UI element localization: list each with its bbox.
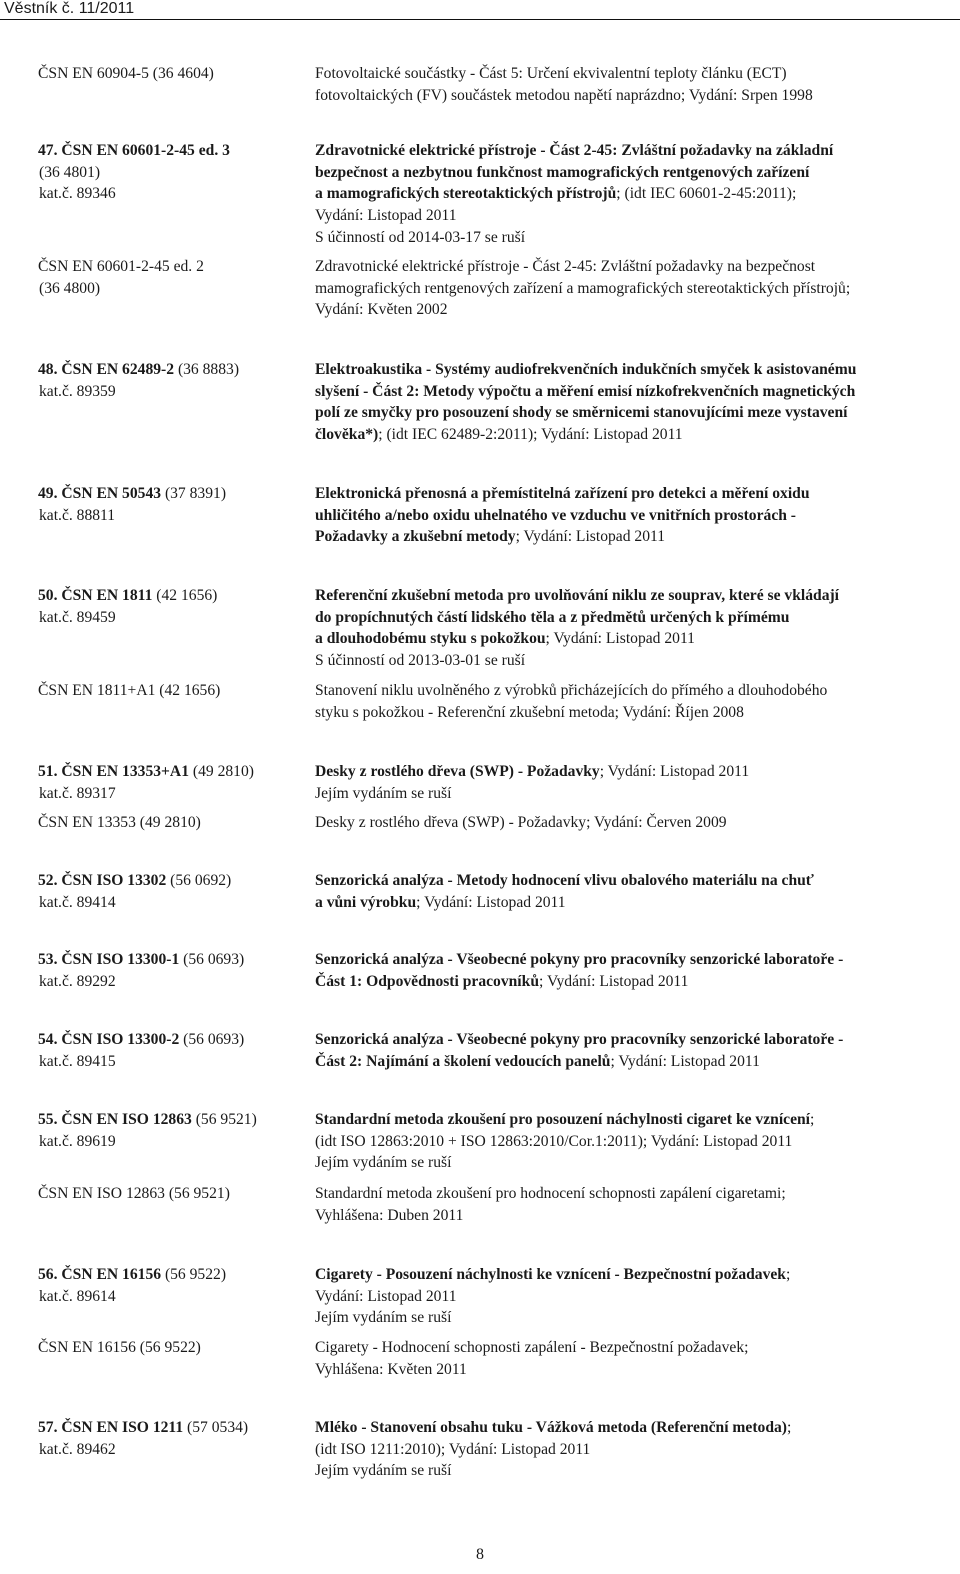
- standard-title-text: a dlouhodobému styku s pokožkou: [315, 630, 546, 648]
- entry-number: 47.: [38, 142, 58, 159]
- standard-code: ČSN ISO 13300-2: [61, 1031, 180, 1048]
- standard-title-column: [315, 1109, 955, 1174]
- standard-title-line: [315, 402, 955, 424]
- standard-title-text: polí ze smyčky pro posouzení shody se směrnicemi stanovujícími meze vystavení: [315, 404, 848, 422]
- replaced-title-line: Vyhlášena: Květen 2011: [315, 1360, 467, 1378]
- standard-title-text: do propíchnutých částí lidského těla a z předmětů určených k přímému: [315, 608, 790, 626]
- replaced-title-line: Zdravotnické elektrické přístroje - Část 2-45: Zvláštní požadavky na bezpečnost: [315, 258, 816, 275]
- standard-code-column: [38, 1337, 308, 1359]
- replaced-title-line: Fotovoltaické součástky - Část 5: Určení ekvivalentní teploty článku (ECT): [315, 65, 787, 82]
- standard-title-column: [315, 812, 955, 834]
- standard-code-class: (37 8391): [161, 485, 227, 502]
- standard-code-column: [38, 1029, 308, 1072]
- standard-title-line: [315, 607, 955, 629]
- entry-number: 49.: [38, 485, 58, 502]
- entry-number: 50.: [38, 587, 58, 604]
- standard-title-line: [315, 628, 955, 650]
- standard-title-line: [315, 162, 955, 184]
- standard-title-tail: ; Vydání: Listopad 2011: [599, 763, 750, 780]
- standard-code-column: [38, 949, 308, 992]
- entry-number: 51.: [38, 763, 58, 780]
- standard-title-text: Část 2: Najímání a školení vedoucích panelů: [315, 1052, 611, 1070]
- standard-catalog-line: kat.č. 89619: [39, 1132, 116, 1150]
- standard-code-column: [38, 1417, 308, 1460]
- standard-title-text: a mamografických stereotaktických přístrojů: [315, 185, 617, 203]
- standard-code-column: [38, 1264, 308, 1307]
- standard-catalog-line: kat.č. 89614: [39, 1287, 116, 1305]
- entry-number: 55.: [38, 1111, 58, 1128]
- entry-number: 57.: [38, 1419, 58, 1436]
- standard-code-column: [38, 680, 308, 702]
- standard-code-line: [38, 585, 308, 607]
- replaced-title-line: Standardní metoda zkoušení pro hodnocení schopnosti zapálení cigaretami;: [315, 1185, 786, 1202]
- replaced-title-line: Desky z rostlého dřeva (SWP) - Požadavky; Vydání: Červen 2009: [315, 814, 727, 831]
- standard-title-line: [315, 892, 955, 914]
- standard-code-line: [38, 1029, 308, 1051]
- standard-code-line: [38, 359, 308, 381]
- standard-title-line: [315, 140, 955, 162]
- standard-title-column: [315, 63, 955, 106]
- entry-number: 52.: [38, 872, 58, 889]
- standard-title-tail: ;: [787, 1419, 792, 1436]
- replaced-code-line: ČSN EN 13353 (49 2810): [38, 814, 201, 831]
- standard-title-tail: ; Vydání: Listopad 2011: [515, 528, 666, 546]
- standard-title-column: [315, 680, 955, 723]
- standard-code: ČSN ISO 13300-1: [61, 951, 180, 968]
- standard-title-line: [315, 761, 955, 783]
- standard-title-column: [315, 359, 955, 446]
- replaced-title-line: fotovoltaických (FV) součástek metodou napětí naprázdno; Vydání: Srpen 1998: [315, 86, 813, 104]
- standard-code: ČSN ISO 13302: [61, 872, 167, 889]
- standard-title-text: Cigarety - Posouzení náchylnosti ke vznícení - Bezpečnostní požadavek: [315, 1266, 786, 1283]
- standard-title-tail: ; (idt IEC 62489-2:2011); Vydání: Listopad 2011: [378, 426, 683, 444]
- standard-catalog-line: kat.č. 88811: [39, 506, 116, 524]
- standard-code-line: [38, 1109, 308, 1131]
- standard-code-column: [38, 63, 308, 85]
- entry-number: 53.: [38, 951, 58, 968]
- standard-note-line: Vydání: Listopad 2011: [315, 1287, 457, 1305]
- standard-title-text: a vůni výrobku: [315, 893, 417, 911]
- entry-number: 56.: [38, 1266, 58, 1283]
- standard-catalog-line: kat.č. 89415: [39, 1052, 116, 1070]
- standard-note-line: Jejím vydáním se ruší: [315, 1154, 452, 1172]
- entry-number: 48.: [38, 361, 58, 378]
- standard-code-line: [38, 761, 308, 783]
- standard-title-text: Elektroakustika - Systémy audiofrekvenčních indukčních smyček k asistovanému: [315, 361, 857, 378]
- standard-note-line: Jejím vydáním se ruší: [315, 1462, 452, 1480]
- standard-title-column: [315, 1337, 955, 1380]
- standard-code-column: [38, 1109, 308, 1152]
- standard-title-line: [315, 585, 955, 607]
- standard-code-class: (49 2810): [189, 763, 254, 780]
- journal-header-title: Věstník č. 11/2011: [4, 0, 135, 17]
- standard-catalog-line: kat.č. 89346: [39, 185, 116, 203]
- replaced-code-line: ČSN EN 16156 (56 9522): [38, 1339, 201, 1356]
- standard-code: ČSN EN ISO 12863: [61, 1111, 192, 1128]
- standard-code-column: [38, 483, 308, 526]
- standard-code-column: [38, 140, 308, 205]
- standard-code-line: [38, 1417, 308, 1439]
- standard-catalog-line: (36 4801): [39, 163, 101, 181]
- replaced-title-line: mamografických rentgenových zařízení a mamografických stereotaktických přístrojů;: [315, 279, 851, 297]
- standard-title-tail: ; Vydání: Listopad 2011: [539, 972, 689, 990]
- standard-note-line: (idt ISO 12863:2010 + ISO 12863:2010/Cor.1:2011); Vydání: Listopad 2011: [315, 1132, 793, 1150]
- standard-code-line: [38, 870, 308, 892]
- standard-title-column: [315, 1264, 955, 1329]
- standard-code-column: [38, 585, 308, 628]
- standard-title-text: uhličitého a/nebo oxidu uhelnatého ve vzduchu ve vnitřních prostorách -: [315, 506, 797, 524]
- standard-code-column: [38, 359, 308, 402]
- standard-title-line: [315, 1264, 955, 1286]
- standard-title-column: [315, 1183, 955, 1226]
- standard-title-line: [315, 870, 955, 892]
- standard-title-text: Standardní metoda zkoušení pro posouzení náchylnosti cigaret ke vznícení: [315, 1111, 811, 1128]
- standard-note-line: Jejím vydáním se ruší: [315, 784, 452, 802]
- header-rule: [0, 19, 960, 20]
- standard-title-tail: ;: [810, 1111, 815, 1128]
- replaced-title-line: Cigarety - Hodnocení schopnosti zapálení - Bezpečnostní požadavek;: [315, 1339, 749, 1356]
- standard-catalog-line: kat.č. 89359: [39, 382, 116, 400]
- standard-code: ČSN EN 1811: [61, 587, 153, 604]
- standard-code-column: [38, 761, 308, 804]
- standard-code: ČSN EN 16156: [61, 1266, 162, 1283]
- replaced-title-line: styku s pokožkou - Referenční zkušební metoda; Vydání: Říjen 2008: [315, 703, 744, 721]
- replaced-title-line: Vyhlášena: Duben 2011: [315, 1206, 464, 1224]
- standard-code-class: (56 0692): [166, 872, 232, 889]
- standard-title-tail: ; Vydání: Listopad 2011: [545, 630, 695, 648]
- entry-number: 54.: [38, 1031, 58, 1048]
- standard-catalog-line: kat.č. 89292: [39, 972, 116, 990]
- standard-code-line: [38, 949, 308, 971]
- standard-title-text: Senzorická analýza - Všeobecné pokyny pro pracovníky senzorické laboratoře -: [315, 951, 844, 968]
- replaced-code-line: ČSN EN 1811+A1 (42 1656): [38, 682, 221, 699]
- standard-title-text: člověka*): [315, 426, 379, 444]
- standard-title-line: [315, 505, 955, 527]
- standard-catalog-line: kat.č. 89459: [39, 608, 116, 626]
- standard-title-text: bezpečnost a nezbytnou funkčnost mamografických rentgenových zařízení: [315, 163, 810, 181]
- standard-code-class: (56 9522): [161, 1266, 227, 1283]
- standard-code-column: [38, 1183, 308, 1205]
- replaced-code-line: ČSN EN 60601-2-45 ed. 2: [38, 258, 204, 275]
- standard-title-line: [315, 424, 955, 446]
- standard-code: ČSN EN ISO 1211: [61, 1419, 184, 1436]
- standard-title-text: Desky z rostlého dřeva (SWP) - Požadavky: [315, 763, 600, 780]
- standard-title-tail: ; (idt IEC 60601-2-45:2011);: [616, 185, 797, 203]
- standard-title-text: Požadavky a zkušební metody: [315, 528, 516, 546]
- standard-title-tail: ; Vydání: Listopad 2011: [610, 1052, 760, 1070]
- standard-title-text: Referenční zkušební metoda pro uvolňování niklu ze souprav, které se vkládají: [315, 587, 840, 604]
- standard-title-column: [315, 949, 955, 992]
- standard-note-line: (idt ISO 1211:2010); Vydání: Listopad 2011: [315, 1440, 591, 1458]
- standard-note-line: Jejím vydáním se ruší: [315, 1309, 452, 1327]
- standard-code: ČSN EN 13353+A1: [61, 763, 189, 780]
- standard-code: ČSN EN 62489-2: [61, 361, 175, 378]
- standard-code-line: [38, 140, 308, 162]
- standard-title-line: [315, 1417, 955, 1439]
- standard-title-column: [315, 483, 955, 548]
- standard-code-column: [38, 812, 308, 834]
- standard-title-line: [315, 971, 955, 993]
- standard-catalog-line: kat.č. 89414: [39, 893, 116, 911]
- standard-title-column: [315, 585, 955, 672]
- standard-code-class: (56 0693): [179, 1031, 245, 1048]
- standard-code: ČSN EN 50543: [61, 485, 162, 502]
- replaced-code-line: ČSN EN 60904-5 (36 4604): [38, 65, 214, 82]
- standard-title-column: [315, 1029, 955, 1072]
- standard-title-line: [315, 1109, 955, 1131]
- standard-title-text: Senzorická analýza - Metody hodnocení vlivu obalového materiálu na chuť: [315, 872, 814, 889]
- replaced-code-line: ČSN EN ISO 12863 (56 9521): [38, 1185, 230, 1202]
- standard-title-line: [315, 183, 955, 205]
- standard-code-line: [38, 1264, 308, 1286]
- standard-title-tail: ; Vydání: Listopad 2011: [416, 893, 566, 911]
- standard-code-class: (42 1656): [152, 587, 218, 604]
- standard-note-line: S účinností od 2013-03-01 se ruší: [315, 652, 526, 670]
- replaced-code-line: (36 4800): [39, 279, 101, 297]
- standard-note-line: Vydání: Listopad 2011: [315, 207, 457, 225]
- standard-title-line: [315, 526, 955, 548]
- standard-title-column: [315, 870, 955, 913]
- standard-title-text: Senzorická analýza - Všeobecné pokyny pro pracovníky senzorické laboratoře -: [315, 1031, 844, 1048]
- standard-code-class: (57 0534): [183, 1419, 249, 1436]
- standard-title-text: slyšení - Část 2: Metody výpočtu a měření emisí nízkofrekvenčních magnetických: [315, 382, 856, 400]
- standard-title-line: [315, 359, 955, 381]
- standard-code-class: (56 0693): [179, 951, 245, 968]
- standard-title-column: [315, 140, 955, 248]
- standard-title-column: [315, 1417, 955, 1482]
- standard-title-text: Mléko - Stanovení obsahu tuku - Vážková metoda (Referenční metoda): [315, 1419, 788, 1436]
- standard-code-class: (56 9521): [191, 1111, 257, 1128]
- standard-code: ČSN EN 60601-2-45 ed. 3: [61, 142, 230, 159]
- standard-title-column: [315, 761, 955, 804]
- standard-title-text: Zdravotnické elektrické přístroje - Část 2-45: Zvláštní požadavky na základní: [315, 142, 834, 159]
- standard-code-line: [38, 483, 308, 505]
- replaced-title-line: Stanovení niklu uvolněného z výrobků přicházejících do přímého a dlouhodobého: [315, 682, 828, 699]
- standard-title-line: [315, 1051, 955, 1073]
- standard-title-line: [315, 1029, 955, 1051]
- standard-code-column: [38, 256, 308, 299]
- page-number: 8: [476, 1546, 484, 1563]
- standard-title-column: [315, 256, 955, 321]
- standard-title-tail: ;: [785, 1266, 791, 1283]
- standard-catalog-line: kat.č. 89462: [39, 1440, 116, 1458]
- standard-note-line: S účinností od 2014-03-17 se ruší: [315, 228, 526, 246]
- standard-code-class: (36 8883): [174, 361, 240, 378]
- standard-code-column: [38, 870, 308, 913]
- standard-title-line: [315, 381, 955, 403]
- standard-title-text: Elektronická přenosná a přemístitelná zařízení pro detekci a měření oxidu: [315, 485, 810, 502]
- replaced-title-line: Vydání: Květen 2002: [315, 301, 448, 319]
- standard-title-line: [315, 949, 955, 971]
- standard-catalog-line: kat.č. 89317: [39, 784, 116, 802]
- standard-title-text: Část 1: Odpovědnosti pracovníků: [315, 972, 539, 990]
- standard-title-line: [315, 483, 955, 505]
